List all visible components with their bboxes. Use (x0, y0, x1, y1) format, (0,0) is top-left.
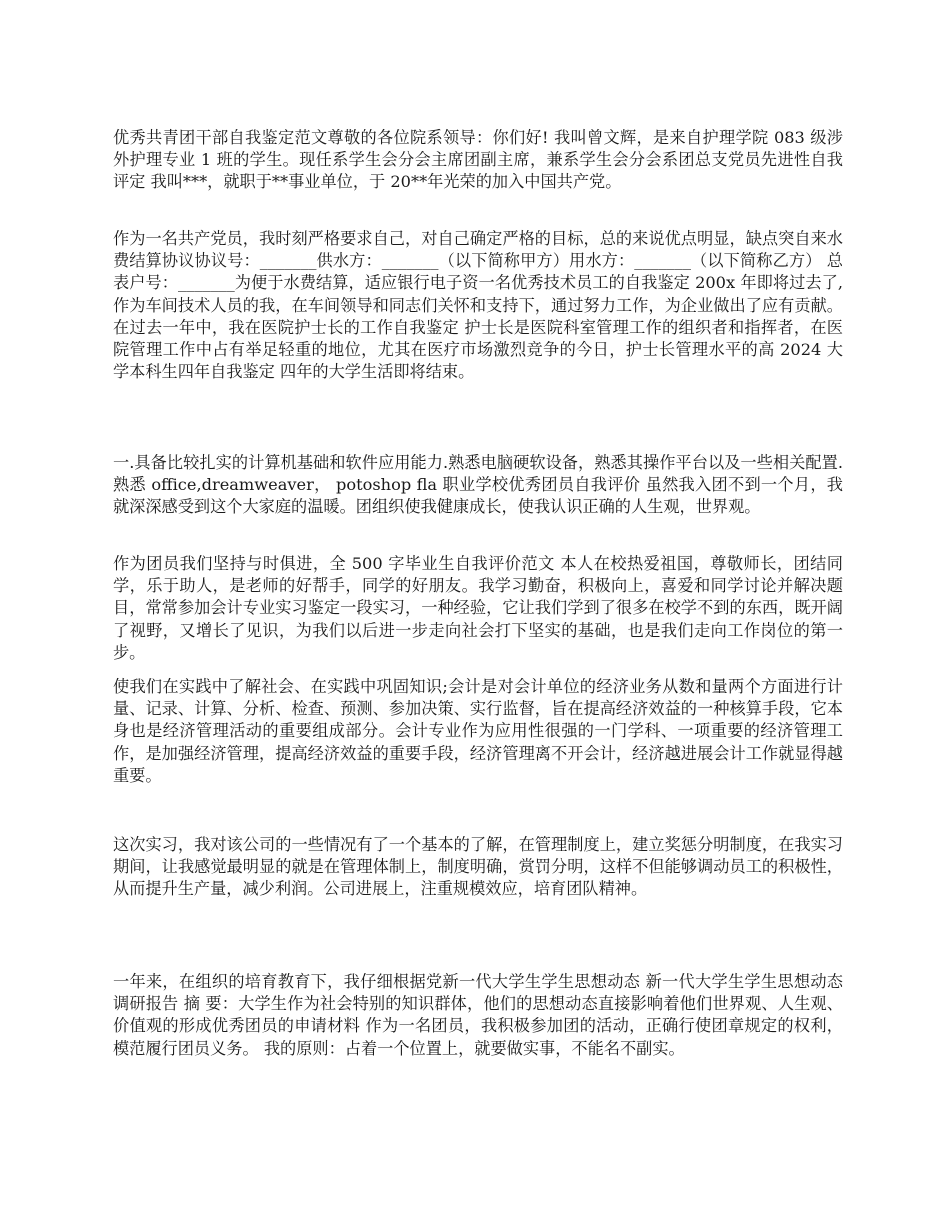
paragraph-3: 一.具备比较扎实的计算机基础和软件应用能力.熟悉电脑硬软设备，熟悉其操作平台以及一些相关配置.熟悉 office,dreamweaver， potoshop fla 职业学校优秀团员自我评价 虽然我入团不到一个月，我就深深感受到这个大家庭的温暖。团组织使我健康成长，使我认识正确的人生观，世界观。 (113, 453, 843, 517)
paragraph-5: 使我们在实践中了解社会、在实践中巩固知识;会计是对会计单位的经济业务从数和量两个方面进行计量、记录、计算、分析、检查、预测、参加决策、实行监督，旨在提高经济效益的一种核算手段，它本身也是经济管理活动的重要组成部分。会计专业作为应用性很强的一门学科、一项重要的经济管理工作，是加强经济管理，提高经济效益的重要手段，经济管理离不开会计，经济越进展会计工作就显得越重要。 (113, 677, 843, 785)
paragraph-1: 优秀共青团干部自我鉴定范文尊敬的各位院系领导：你们好! 我叫曾文辉，是来自护理学院 083 级涉外护理专业 1 班的学生。现任系学生会分会主席团副主席，兼系学生会分会系团总支党员先进性自我评定 我叫***，就职于**事业单位，于 20**年光荣的加入中国共产党。 (113, 128, 843, 192)
paragraph-4: 作为团员我们坚持与时俱进，全 500 字毕业生自我评价范文 本人在校热爱祖国，尊敬师长，团结同学，乐于助人，是老师的好帮手，同学的好朋友。我学习勤奋，积极向上，喜爱和同学讨论并解决题目，常常参加会计专业实习鉴定一段实习，一种经验，它让我们学到了很多在校学不到的东西，既开阔了视野，又增长了见识，为我们以后进一步走向社会打下坚实的基础，也是我们走向工作岗位的第一步。 (113, 554, 843, 662)
paragraph-2: 作为一名共产党员，我时刻严格要求自己，对自己确定严格的目标，总的来说优点明显，缺点突自来水费结算协议协议号：_______供水方：_______（以下简称甲方）用水方：_______（以下简称乙方） 总表户号：_______为便于水费结算，适应银行电子资一名优秀技术员工的自我鉴定 200x 年即将过去了,作为车间技术人员的我，在车间领导和同志们关怀和支持下，通过努力工作，为企业做出了应有贡献。在过去一年中，我在医院护士长的工作自我鉴定 护士长是医院科室管理工作的组织者和指挥者，在医院管理工作中占有举足轻重的地位，尤其在医疗市场激烈竞争的今日，护士长管理水平的高 2024 大学本科生四年自我鉴定 四年的大学生活即将结束。 (113, 229, 843, 382)
paragraph-7: 一年来，在组织的培育教育下，我仔细根据党新一代大学生学生思想动态 新一代大学生学生思想动态调研报告 摘 要：大学生作为社会特别的知识群体，他们的思想动态直接影响着他们世界观、人生观、价值观的形成优秀团员的申请材料 作为一名团员，我积极参加团的活动，正确行使团章规定的权利，模范履行团员义务。 我的原则：占着一个位置上，就要做实事，不能名不副实。 (113, 972, 843, 1058)
paragraph-6: 这次实习，我对该公司的一些情况有了一个基本的了解，在管理制度上，建立奖惩分明制度，在我实习期间，让我感觉最明显的就是在管理体制上，制度明确，赏罚分明，这样不但能够调动员工的积极性，从而提升生产量，减少利润。公司进展上，注重规模效应，培育团队精神。 (113, 835, 843, 899)
